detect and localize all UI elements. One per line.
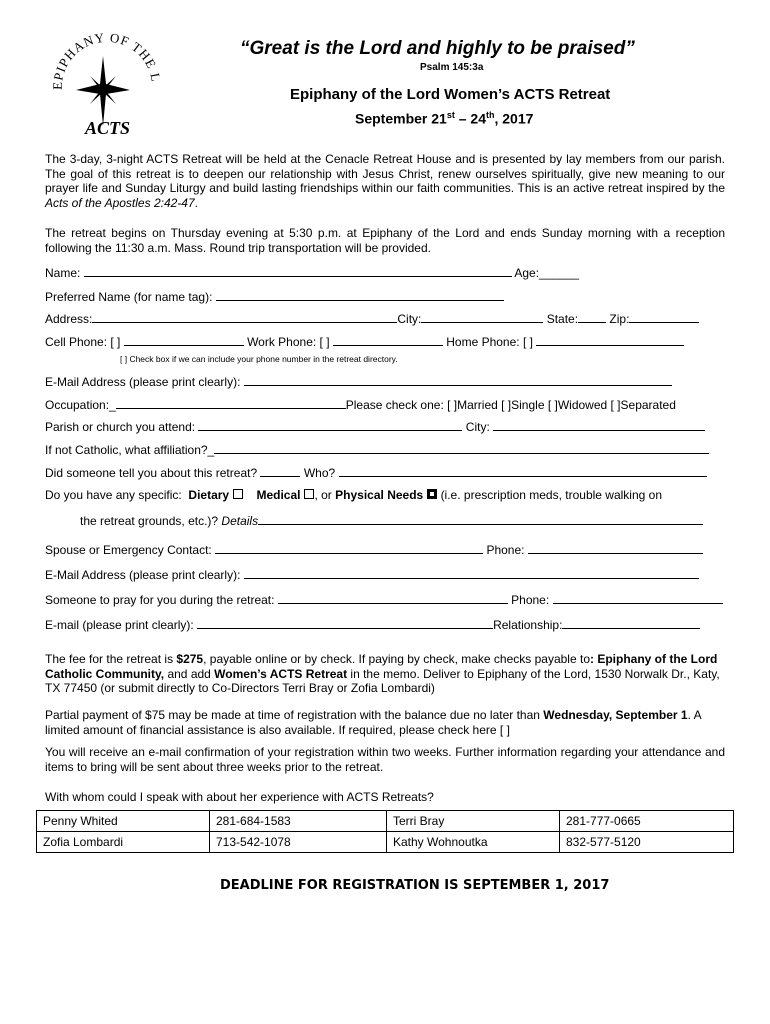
affiliation-label: If not Catholic, what affiliation?_ bbox=[45, 443, 215, 457]
needs-label: Do you have any specific: bbox=[45, 488, 182, 502]
parish-label: Parish or church you attend: bbox=[45, 420, 196, 434]
date-suffix-th: th bbox=[485, 110, 495, 120]
contacts-prompt: With whom could I speak with about her experience with ACTS Retreats? bbox=[45, 790, 434, 804]
contact-name: Penny Whited bbox=[37, 811, 210, 832]
contact-phone: 832-577-5120 bbox=[560, 832, 734, 853]
work-phone-label: Work Phone: [ ] bbox=[247, 335, 330, 349]
who-label: Who? bbox=[303, 466, 336, 480]
address-label: Address: bbox=[45, 312, 93, 326]
state-field[interactable] bbox=[578, 310, 606, 323]
dietary-label: Dietary bbox=[188, 488, 230, 502]
referral-label: Did someone tell you about this retreat? bbox=[45, 466, 258, 480]
who-field[interactable] bbox=[339, 464, 707, 477]
name-row bbox=[45, 264, 579, 280]
email-row bbox=[45, 373, 672, 389]
partial-payment-paragraph bbox=[45, 708, 725, 737]
relationship-label: Relationship: bbox=[493, 618, 563, 632]
home-phone-field[interactable] bbox=[536, 333, 684, 346]
fee-text-1: The fee for the retreat is bbox=[45, 652, 177, 666]
fee-memo: Women’s ACTS Retreat bbox=[214, 666, 348, 681]
cell-phone-label: Cell Phone: [ ] bbox=[45, 335, 121, 349]
affiliation-row bbox=[45, 441, 709, 457]
prayer-email-label: E-mail (please print clearly): bbox=[45, 618, 194, 632]
intro-text: The 3-day, 3-night ACTS Retreat will be held at the Cenacle Retreat House and is presented by lay members from our parish. The goal of this retreat is to deepen our relationship with Jesus Christ, renew ourselves spiritually, give new meaning to our prayer life and Sunday Liturgy and build lasting friendships within our faith communities. This is an active retreat inspired by the bbox=[45, 152, 725, 195]
contact-phone: 281-684-1583 bbox=[210, 811, 387, 832]
zip-label: Zip: bbox=[609, 312, 630, 326]
relationship-field[interactable] bbox=[562, 616, 700, 629]
emergency-email-field[interactable] bbox=[244, 566, 699, 579]
parish-field[interactable] bbox=[198, 418, 462, 431]
fee-paragraph bbox=[45, 652, 725, 696]
state-label: State: bbox=[546, 312, 579, 326]
medical-checkbox[interactable] bbox=[304, 489, 314, 499]
email-field[interactable] bbox=[244, 373, 672, 386]
intro-paragraph bbox=[45, 152, 725, 210]
parish-logo bbox=[40, 28, 170, 143]
city-label: City: bbox=[397, 312, 422, 326]
contact-name: Terri Bray bbox=[387, 811, 560, 832]
parish-row bbox=[45, 418, 705, 434]
contact-phone: 713-542-1078 bbox=[210, 832, 387, 853]
physical-needs-checkbox[interactable] bbox=[427, 489, 437, 499]
emergency-phone-field[interactable] bbox=[528, 541, 703, 554]
medical-label: Medical bbox=[256, 488, 301, 502]
partial-text-2: . A limited amount of financial assistance is also available. If required, please check here [ ] bbox=[45, 708, 701, 737]
header-quote: “Great is the Lord and highly to be praised” bbox=[240, 38, 635, 59]
physical-needs-label: Physical Needs bbox=[335, 488, 424, 502]
prayer-phone-label: Phone: bbox=[511, 593, 550, 607]
schedule-paragraph: The retreat begins on Thursday evening at 5:30 p.m. at Epiphany of the Lord and ends Sunday morning with a reception following the 11:30 a.m. Mass. Round trip transportation will be provided. bbox=[45, 226, 725, 255]
contact-name: Zofia Lombardi bbox=[37, 832, 210, 853]
occupation-label: Occupation:_ bbox=[45, 398, 116, 412]
confirmation-paragraph: You will receive an e-mail confirmation of your registration within two weeks. Further information regarding your attendance and items to bring will be sent about three weeks prior to the retreat. bbox=[45, 745, 725, 774]
date-year: , 2017 bbox=[494, 110, 534, 127]
registration-deadline: DEADLINE FOR REGISTRATION IS SEPTEMBER 1, 2017 bbox=[220, 878, 610, 893]
email-label: E-Mail Address (please print clearly): bbox=[45, 375, 241, 389]
retreat-dates bbox=[355, 110, 533, 127]
contact-phone: 281-777-0665 bbox=[560, 811, 734, 832]
address-row bbox=[45, 310, 699, 326]
header-citation: Psalm 145:3a bbox=[420, 62, 484, 73]
marital-status-options[interactable]: Please check one: [ ]Married [ ]Single [ ]Widowed [ ]Separated bbox=[345, 398, 676, 412]
emergency-phone-label: Phone: bbox=[486, 543, 525, 557]
logo-acts-text: ACTS bbox=[85, 118, 131, 138]
home-phone-label: Home Phone: [ ] bbox=[446, 335, 533, 349]
prayer-phone-field[interactable] bbox=[553, 591, 723, 604]
occupation-row bbox=[45, 396, 676, 412]
prayer-email-row bbox=[45, 616, 700, 632]
age-field[interactable]: Age:______ bbox=[514, 266, 580, 280]
preferred-name-field[interactable] bbox=[216, 288, 504, 301]
prayer-partner-row bbox=[45, 591, 723, 607]
special-needs-details-row bbox=[80, 512, 703, 528]
fee-payee: : Epiphany of the Lord Catholic Community, bbox=[45, 652, 718, 681]
or-text: , or bbox=[314, 488, 332, 502]
date-mid: – 24 bbox=[454, 110, 486, 127]
prayer-partner-label: Someone to pray for you during the retreat: bbox=[45, 593, 275, 607]
referral-field[interactable] bbox=[260, 464, 300, 477]
date-start: September 21 bbox=[355, 110, 447, 127]
fee-text-4: in the memo. Deliver to Epiphany of the Lord, 1530 Norwalk Dr., Katy, TX 77450 (or submit directly to Co-Directors Terri Bray or Zofia Lombardi) bbox=[45, 666, 720, 695]
special-needs-row bbox=[45, 488, 662, 502]
name-label: Name: bbox=[45, 266, 81, 280]
table-row bbox=[37, 832, 734, 853]
fee-text-2: , payable online or by check. If paying by check, make checks payable to bbox=[203, 652, 590, 666]
date-suffix-st: st bbox=[446, 110, 455, 120]
referral-row bbox=[45, 464, 707, 480]
details-field[interactable] bbox=[258, 512, 703, 525]
cell-phone-field[interactable] bbox=[124, 333, 244, 346]
parish-city-label: City: bbox=[465, 420, 490, 434]
parish-city-field[interactable] bbox=[493, 418, 705, 431]
intro-scripture: Acts of the Apostles 2:42-47 bbox=[45, 195, 195, 210]
partial-text-1: Partial payment of $75 may be made at time of registration with the balance due no later than bbox=[45, 708, 544, 722]
contacts-table bbox=[36, 810, 734, 853]
details-label: Details bbox=[221, 514, 259, 528]
work-phone-field[interactable] bbox=[333, 333, 443, 346]
table-row bbox=[37, 811, 734, 832]
prayer-partner-field[interactable] bbox=[278, 591, 508, 604]
occupation-field[interactable] bbox=[116, 396, 346, 409]
address-field[interactable] bbox=[92, 310, 397, 323]
fee-text-3: and add bbox=[164, 666, 215, 681]
phone-row bbox=[45, 333, 684, 349]
contact-name: Kathy Wohnoutka bbox=[387, 832, 560, 853]
directory-checkbox-note[interactable]: [ ] Check box if we can include your phone number in the retreat directory. bbox=[120, 354, 398, 364]
dietary-checkbox[interactable] bbox=[233, 489, 243, 499]
zip-field[interactable] bbox=[629, 310, 699, 323]
name-field[interactable] bbox=[84, 264, 512, 277]
fee-amount: $275 bbox=[176, 652, 204, 666]
page-title: Epiphany of the Lord Women’s ACTS Retreat bbox=[290, 86, 611, 103]
prayer-email-field[interactable] bbox=[197, 616, 493, 629]
emergency-contact-row bbox=[45, 541, 703, 557]
affiliation-field[interactable] bbox=[214, 441, 709, 454]
intro-end: . bbox=[194, 195, 198, 210]
emergency-email-label: E-Mail Address (please print clearly): bbox=[45, 568, 241, 582]
preferred-name-row bbox=[45, 288, 504, 304]
logo-arc-text: EPIPHANY OF THE L bbox=[49, 29, 164, 91]
preferred-name-label: Preferred Name (for name tag): bbox=[45, 290, 213, 304]
emergency-contact-field[interactable] bbox=[215, 541, 483, 554]
needs-examples: (i.e. prescription meds, trouble walking on bbox=[440, 488, 662, 502]
needs-line2: the retreat grounds, etc.)? bbox=[80, 514, 219, 528]
city-field[interactable] bbox=[421, 310, 543, 323]
emergency-contact-label: Spouse or Emergency Contact: bbox=[45, 543, 212, 557]
emergency-email-row bbox=[45, 566, 699, 582]
partial-deadline: Wednesday, September 1 bbox=[543, 708, 688, 722]
